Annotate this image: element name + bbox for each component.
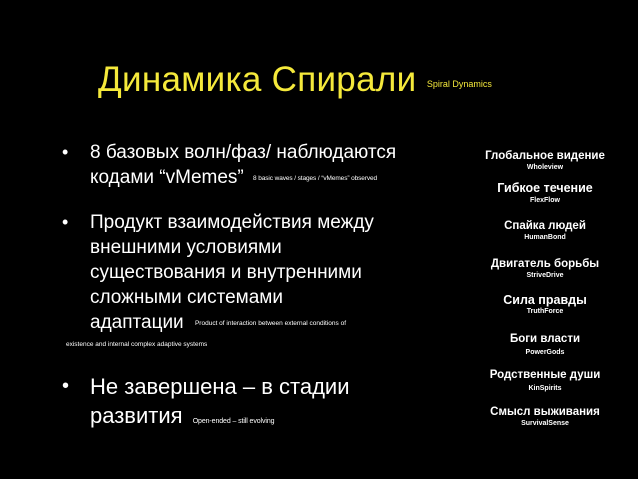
- vmeme-en: StriveDrive: [526, 272, 564, 279]
- vmeme-item: [450, 220, 638, 242]
- bullet-waves: [62, 140, 452, 191]
- vmeme-ru: Гибкое течение: [497, 181, 593, 195]
- bullet-marker: •: [62, 375, 70, 397]
- bullet-product: [62, 210, 452, 357]
- title-row: [98, 60, 492, 100]
- vmeme-item: [450, 258, 638, 280]
- bullet-product-line5: адаптации: [90, 312, 184, 333]
- vmeme-en: KinSpirits: [528, 385, 562, 392]
- vmeme-item: [450, 180, 638, 205]
- vmeme-ru: Спайка людей: [504, 220, 586, 232]
- vmeme-en: SurvivalSense: [521, 420, 569, 427]
- bullet-product-line3: существования и внутренними: [90, 262, 362, 283]
- bullet-open-ended: [62, 372, 452, 436]
- vmeme-item: [450, 150, 638, 172]
- bullet-marker: •: [62, 142, 69, 162]
- bullet-product-line4: сложными системами: [90, 287, 283, 308]
- bullet-product-note-b: existence and internal complex adaptive systems: [66, 341, 208, 348]
- vmeme-ru: Смысл выживания: [490, 406, 600, 418]
- vmeme-item: [450, 368, 638, 396]
- vmeme-item: [450, 330, 638, 357]
- vmeme-item: [450, 406, 638, 428]
- vmeme-en: FlexFlow: [530, 197, 560, 204]
- bullet-product-line2: внешними условиями: [90, 237, 282, 258]
- bullet-waves-note: 8 basic waves / stages / “vMemes” observed: [253, 175, 378, 182]
- vmeme-ru: Сила правды: [503, 293, 587, 307]
- vmeme-en: Wholeview: [526, 164, 564, 171]
- bullet-waves-line2: кодами “vMemes”: [90, 167, 244, 188]
- vmeme-ru: Боги власти: [509, 333, 581, 345]
- vmeme-en: PowerGods: [525, 349, 565, 356]
- bullet-open-line2: развития: [90, 403, 183, 428]
- bullet-product-line1: Продукт взаимодействия между: [90, 212, 374, 233]
- vmeme-en: HumanBond: [524, 234, 566, 241]
- bullet-open-note: Open-ended – still evolving: [192, 418, 275, 425]
- vmeme-ru: Глобальное видение: [485, 150, 605, 162]
- bullet-waves-line1: 8 базовых волн/фаз/ наблюдаются: [90, 142, 397, 163]
- slide-subtitle: Spiral Dynamics: [426, 79, 492, 89]
- bullet-open-line1: Не завершена – в стадии: [90, 374, 350, 399]
- vmeme-en: TruthForce: [526, 308, 564, 315]
- slide-title: Динамика Спирали: [98, 60, 417, 99]
- bullet-marker: •: [62, 212, 69, 232]
- vmeme-ru: Родственные души: [489, 369, 601, 381]
- vmeme-item: [450, 294, 638, 316]
- bullet-product-note-a: Product of interaction between external conditions of: [194, 320, 347, 327]
- vmeme-ru: Двигатель борьбы: [490, 258, 600, 270]
